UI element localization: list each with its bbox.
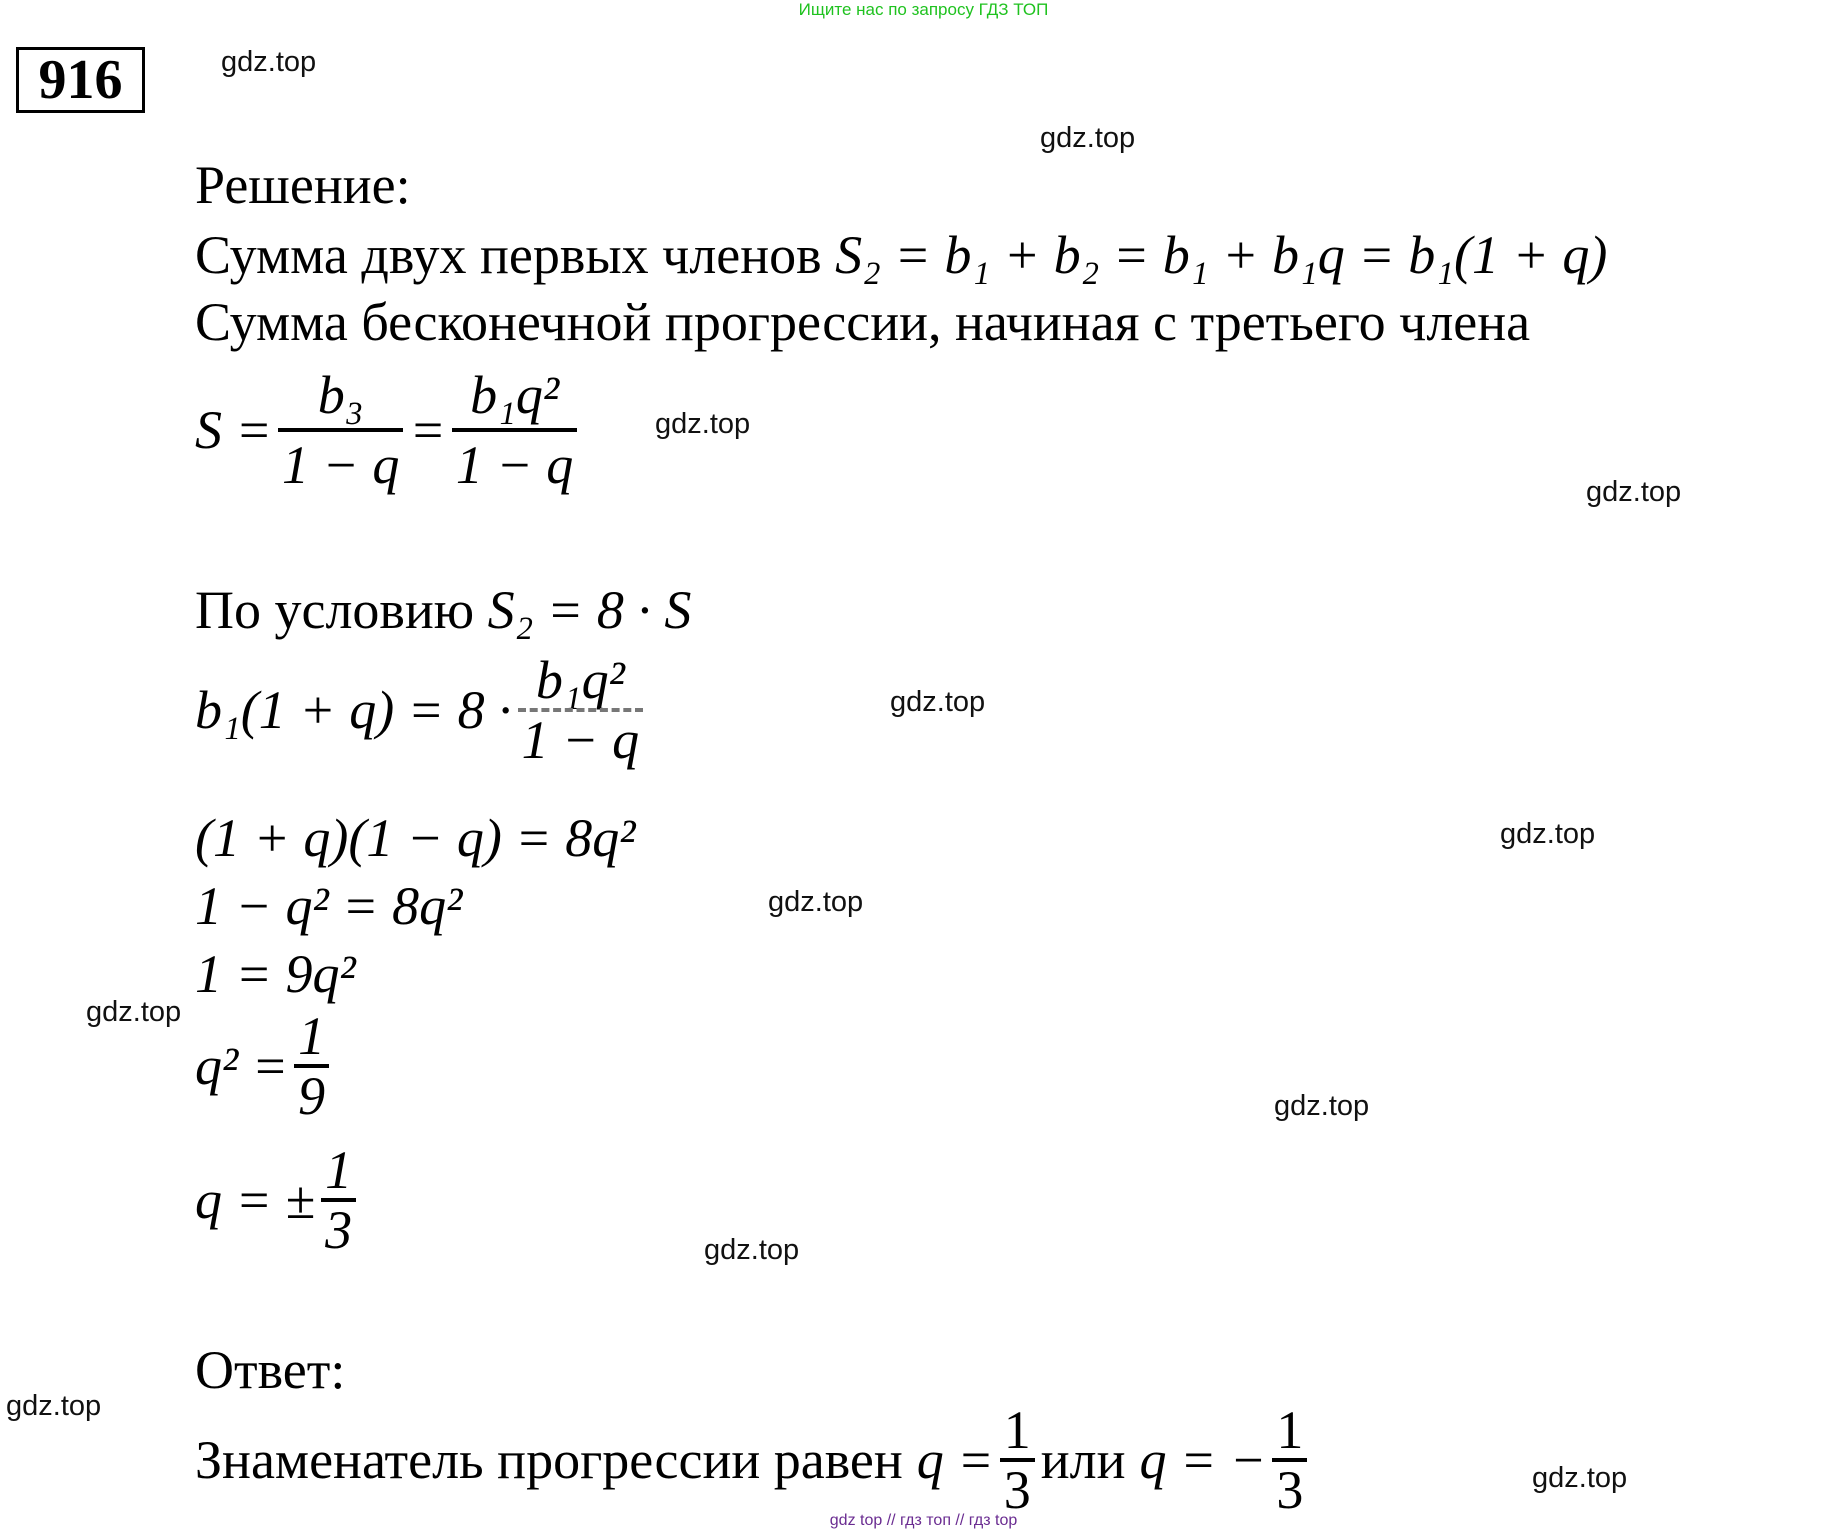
watermark: gdz.top [890, 686, 986, 718]
numerator: 1 [1003, 1400, 1031, 1460]
watermark: gdz.top [1532, 1462, 1628, 1494]
answer-q1-lhs: q = [916, 1430, 994, 1490]
numerator: 1 [298, 1006, 326, 1066]
formula-s-lhs: S = [195, 400, 272, 460]
fraction [1000, 1402, 1035, 1518]
denominator: 9 [294, 1064, 329, 1124]
step-6 [195, 1142, 362, 1258]
step-1-lhs: b₁(1 + q) = 8 · [195, 680, 512, 740]
numerator: b₁q² [535, 650, 625, 710]
watermark: gdz.top [86, 996, 182, 1028]
fraction [321, 1142, 356, 1258]
equals-sign: = [409, 400, 446, 460]
watermark: gdz.top [768, 886, 864, 918]
denominator: 3 [1000, 1458, 1035, 1518]
condition-formula: S₂ = 8 · S [487, 580, 692, 640]
step-1 [195, 652, 649, 768]
problem-number: 916 [16, 47, 145, 113]
bottom-links[interactable]: gdz top // гдз топ // гдз top [829, 1512, 1018, 1529]
watermark: gdz.top [1274, 1090, 1370, 1122]
sum-two-line [195, 225, 1607, 285]
condition-text: По условию [195, 580, 475, 640]
fraction [294, 1008, 329, 1124]
step-5 [195, 1008, 335, 1124]
step-2: (1 + q)(1 − q) = 8q² [195, 808, 636, 868]
watermark: gdz.top [1500, 818, 1596, 850]
answer-q2-lhs: q = − [1139, 1430, 1267, 1490]
step-5-lhs: q² = [195, 1036, 289, 1096]
step-4: 1 = 9q² [195, 944, 356, 1004]
numerator: 1 [325, 1140, 353, 1200]
denominator: 3 [321, 1198, 356, 1258]
formula-s [195, 362, 583, 498]
condition-line [195, 580, 691, 640]
denominator: 3 [1272, 1458, 1307, 1518]
numerator: b₃ [317, 365, 364, 425]
answer-line [195, 1402, 1313, 1518]
watermark: gdz.top [704, 1234, 800, 1266]
watermark: gdz.top [6, 1390, 102, 1422]
watermark: gdz.top [1040, 122, 1136, 154]
fraction [452, 362, 577, 498]
numerator: b₁q² [470, 365, 560, 425]
denominator: 1 − q [518, 708, 643, 768]
solution-heading: Решение: [195, 155, 411, 215]
step-6-lhs: q = ± [195, 1170, 316, 1230]
fraction [278, 362, 403, 498]
step-3: 1 − q² = 8q² [195, 876, 463, 936]
sum-two-text: Сумма двух первых членов [195, 225, 822, 285]
sum-infinite-line: Сумма бесконечной прогрессии, начиная с третьего члена [195, 292, 1531, 352]
answer-text: Знаменатель прогрессии равен [195, 1430, 903, 1490]
numerator: 1 [1276, 1400, 1304, 1460]
answer-or: или [1040, 1430, 1126, 1490]
watermark: gdz.top [221, 46, 317, 78]
fraction [1272, 1402, 1307, 1518]
denominator: 1 − q [452, 428, 577, 498]
sum-two-formula: S₂ = b₁ + b₂ = b₁ + b₁q = b₁(1 + q) [835, 225, 1608, 285]
fraction [518, 652, 643, 768]
watermark: gdz.top [655, 408, 751, 440]
top-banner[interactable]: Ищите нас по запросу ГДЗ ТОП [798, 0, 1049, 19]
answer-heading: Ответ: [195, 1340, 346, 1400]
denominator: 1 − q [278, 428, 403, 498]
watermark: gdz.top [1586, 476, 1682, 508]
